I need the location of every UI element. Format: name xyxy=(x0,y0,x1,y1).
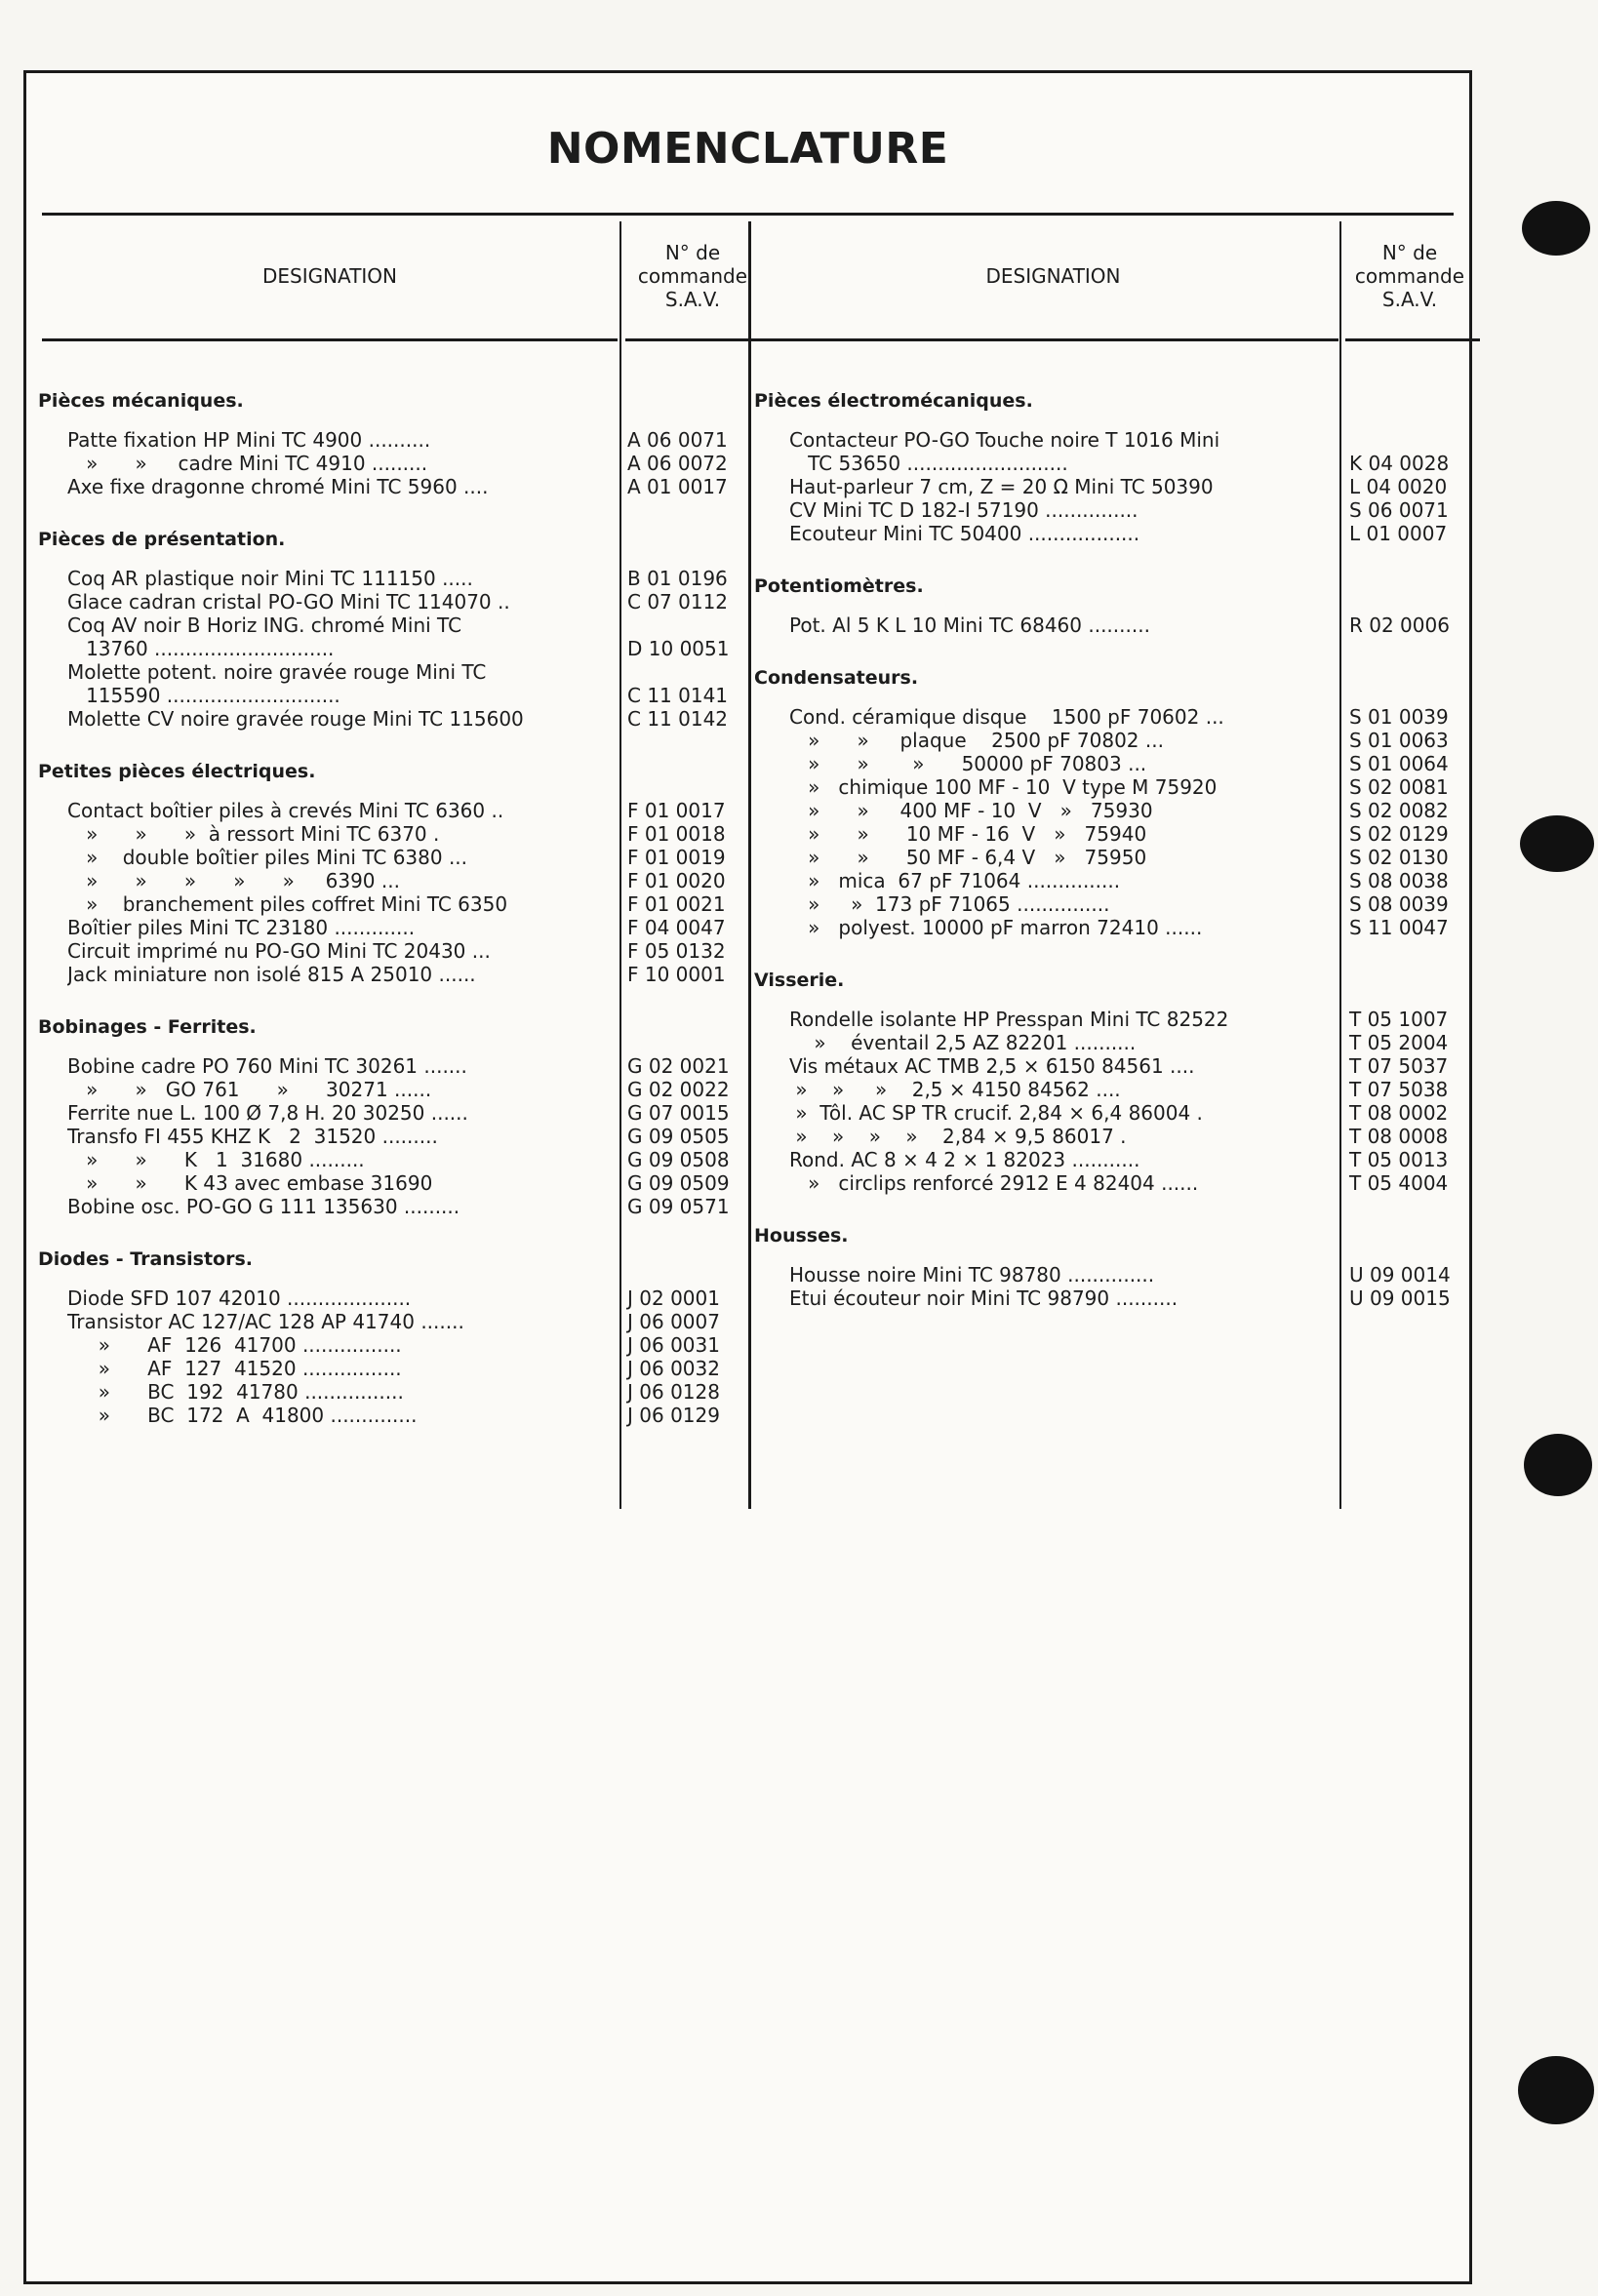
part-designation: Patte fixation HP Mini TC 4900 .......... xyxy=(67,428,431,452)
order-number: A 01 0017 xyxy=(627,475,728,498)
part-designation: Cond. céramique disque 1500 pF 70602 ... xyxy=(789,705,1224,729)
order-number: S 02 0082 xyxy=(1349,799,1449,822)
title-rule xyxy=(42,213,1454,216)
order-number: R 02 0006 xyxy=(1349,614,1450,637)
order-number: T 08 0002 xyxy=(1349,1101,1449,1125)
part-row xyxy=(38,1380,770,1404)
order-label-3: S.A.V. xyxy=(664,288,721,311)
header-rule xyxy=(42,338,618,341)
part-row xyxy=(38,1054,770,1078)
part-designation: » branchement piles coffret Mini TC 6350 xyxy=(67,892,508,916)
part-row xyxy=(754,1125,1476,1148)
section-title: Diodes - Transistors. xyxy=(38,1248,254,1270)
binder-hole-1 xyxy=(1522,201,1590,256)
part-row xyxy=(38,1101,770,1125)
order-number: F 01 0019 xyxy=(627,846,726,869)
order-number: G 02 0021 xyxy=(627,1054,730,1078)
part-designation: » AF 126 41700 ................ xyxy=(67,1333,402,1357)
left-designation-header xyxy=(42,264,618,288)
part-designation: Coq AR plastique noir Mini TC 111150 ..... xyxy=(67,567,473,590)
part-row xyxy=(38,939,770,963)
part-row xyxy=(754,1008,1476,1031)
part-row xyxy=(38,1404,770,1427)
section-title: Petites pièces électriques. xyxy=(38,761,316,782)
part-row xyxy=(38,567,770,590)
part-row xyxy=(38,590,770,614)
part-row xyxy=(754,1171,1476,1195)
part-designation: Ecouteur Mini TC 50400 .................. xyxy=(789,522,1140,545)
part-row xyxy=(38,963,770,986)
part-designation: » » 50 MF - 6,4 V » 75950 xyxy=(789,846,1147,869)
part-row xyxy=(38,1310,770,1333)
part-row xyxy=(38,846,770,869)
part-designation: » mica 67 pF 71064 ............... xyxy=(789,869,1121,892)
left-order-header xyxy=(619,241,766,311)
order-number: F 01 0018 xyxy=(627,822,726,846)
part-row xyxy=(754,822,1476,846)
section-entries xyxy=(754,428,1476,545)
header-rule xyxy=(1345,338,1480,341)
part-row xyxy=(754,1148,1476,1171)
part-row xyxy=(38,1357,770,1380)
order-number: S 08 0039 xyxy=(1349,892,1449,916)
section-title: Pièces de présentation. xyxy=(38,529,286,550)
part-row xyxy=(754,1054,1476,1078)
part-designation: » chimique 100 MF - 10 V type M 75920 xyxy=(789,775,1218,799)
order-number: D 10 0051 xyxy=(627,637,730,660)
section-title: Housses. xyxy=(754,1225,849,1247)
part-designation: Coq AV noir B Horiz ING. chromé Mini TC xyxy=(67,614,462,637)
part-row xyxy=(754,1263,1476,1287)
designation-label: DESIGNATION xyxy=(985,264,1121,288)
order-number: C 07 0112 xyxy=(627,590,729,614)
part-designation: » » cadre Mini TC 4910 ......... xyxy=(67,452,428,475)
part-row xyxy=(754,1101,1476,1125)
part-designation: » » K 1 31680 ......... xyxy=(67,1148,365,1171)
part-row xyxy=(754,1031,1476,1054)
section-entries xyxy=(754,705,1476,939)
part-row xyxy=(38,614,770,637)
part-row xyxy=(38,1171,770,1195)
designation-label: DESIGNATION xyxy=(261,264,398,288)
binder-hole-2 xyxy=(1520,815,1594,872)
order-number: K 04 0028 xyxy=(1349,452,1450,475)
section-entries xyxy=(38,1054,770,1218)
order-number: L 01 0007 xyxy=(1349,522,1448,545)
order-number: F 01 0020 xyxy=(627,869,726,892)
part-row xyxy=(38,475,770,498)
order-number: G 09 0505 xyxy=(627,1125,730,1148)
part-row xyxy=(754,916,1476,939)
part-designation: TC 53650 .......................... xyxy=(789,452,1068,475)
part-row xyxy=(754,775,1476,799)
order-number: J 02 0001 xyxy=(627,1287,720,1310)
order-number: T 05 4004 xyxy=(1349,1171,1449,1195)
order-number: A 06 0071 xyxy=(627,428,728,452)
part-designation: Contact boîtier piles à crevés Mini TC 6360 .. xyxy=(67,799,504,822)
part-row xyxy=(754,892,1476,916)
part-designation: » double boîtier piles Mini TC 6380 ... xyxy=(67,846,468,869)
section-entries xyxy=(38,567,770,731)
order-number: S 06 0071 xyxy=(1349,498,1449,522)
part-designation: » » GO 761 » 30271 ...... xyxy=(67,1078,432,1101)
part-row xyxy=(38,637,770,660)
order-number: F 01 0017 xyxy=(627,799,726,822)
binder-hole-4 xyxy=(1518,2056,1594,2124)
order-number: B 01 0196 xyxy=(627,567,728,590)
part-row xyxy=(38,428,770,452)
part-row xyxy=(38,684,770,707)
order-number: T 05 2004 xyxy=(1349,1031,1449,1054)
order-number: U 09 0014 xyxy=(1349,1263,1451,1287)
part-row xyxy=(38,1148,770,1171)
part-row xyxy=(38,1078,770,1101)
order-label-1: N° de xyxy=(664,241,721,264)
part-designation: » » » » 2,84 × 9,5 86017 . xyxy=(789,1125,1127,1148)
section-entries xyxy=(38,428,770,498)
order-number: J 06 0032 xyxy=(627,1357,720,1380)
part-designation: Haut-parleur 7 cm, Z = 20 Ω Mini TC 50390 xyxy=(789,475,1214,498)
section-title: Pièces électromécaniques. xyxy=(754,390,1033,412)
part-designation: Transfo FI 455 KHZ K 2 31520 ......... xyxy=(67,1125,438,1148)
binder-hole-3 xyxy=(1524,1434,1592,1496)
part-row xyxy=(38,452,770,475)
part-row xyxy=(38,869,770,892)
part-designation: » circlips renforcé 2912 E 4 82404 ...... xyxy=(789,1171,1199,1195)
part-row xyxy=(38,1125,770,1148)
part-designation: Ferrite nue L. 100 Ø 7,8 H. 20 30250 ...... xyxy=(67,1101,468,1125)
order-number: G 09 0571 xyxy=(627,1195,730,1218)
part-designation: Molette potent. noire gravée rouge Mini TC xyxy=(67,660,487,684)
section-title: Bobinages - Ferrites. xyxy=(38,1016,257,1038)
part-designation: » » 173 pF 71065 ............... xyxy=(789,892,1110,916)
order-number: F 10 0001 xyxy=(627,963,726,986)
part-designation: Molette CV noire gravée rouge Mini TC 115600 xyxy=(67,707,524,731)
part-row xyxy=(754,846,1476,869)
order-number: F 05 0132 xyxy=(627,939,726,963)
section-entries xyxy=(754,1263,1476,1310)
part-row xyxy=(754,452,1476,475)
part-designation: » BC 172 A 41800 .............. xyxy=(67,1404,418,1427)
order-label-2: commande xyxy=(1354,264,1465,288)
order-number: S 01 0039 xyxy=(1349,705,1449,729)
part-designation: Transistor AC 127/AC 128 AP 41740 ....... xyxy=(67,1310,464,1333)
section-title: Condensateurs. xyxy=(754,667,919,689)
order-number: S 11 0047 xyxy=(1349,916,1449,939)
order-label-1: N° de xyxy=(1381,241,1438,264)
order-number: U 09 0015 xyxy=(1349,1287,1451,1310)
part-designation: Rond. AC 8 × 4 2 × 1 82023 ........... xyxy=(789,1148,1140,1171)
part-designation: Diode SFD 107 42010 .................... xyxy=(67,1287,412,1310)
part-designation: » » » 50000 pF 70803 ... xyxy=(789,752,1147,775)
order-label-3: S.A.V. xyxy=(1381,288,1438,311)
section-entries xyxy=(754,1008,1476,1195)
document-frame xyxy=(23,70,1472,2284)
order-number: G 09 0509 xyxy=(627,1171,730,1195)
order-number: S 01 0064 xyxy=(1349,752,1449,775)
part-designation: » » plaque 2500 pF 70802 ... xyxy=(789,729,1164,752)
order-number: G 09 0508 xyxy=(627,1148,730,1171)
part-designation: Housse noire Mini TC 98780 .............. xyxy=(789,1263,1155,1287)
part-designation: » » » » » 6390 ... xyxy=(67,869,400,892)
part-designation: » » 10 MF - 16 V » 75940 xyxy=(789,822,1147,846)
part-designation: Bobine cadre PO 760 Mini TC 30261 ....... xyxy=(67,1054,467,1078)
order-number: T 05 1007 xyxy=(1349,1008,1449,1031)
part-designation: Contacteur PO-GO Touche noire T 1016 Mini xyxy=(789,428,1220,452)
order-number: S 08 0038 xyxy=(1349,869,1449,892)
right-order-header xyxy=(1341,241,1478,311)
part-designation: Vis métaux AC TMB 2,5 × 6150 84561 .... xyxy=(789,1054,1195,1078)
order-number: T 07 5038 xyxy=(1349,1078,1449,1101)
part-row xyxy=(38,1333,770,1357)
part-row xyxy=(754,1287,1476,1310)
part-designation: » » K 43 avec embase 31690 xyxy=(67,1171,433,1195)
part-row xyxy=(754,869,1476,892)
part-designation: » Tôl. AC SP TR crucif. 2,84 × 6,4 86004 . xyxy=(789,1101,1203,1125)
part-row xyxy=(754,729,1476,752)
part-designation: » polyest. 10000 pF marron 72410 ...... xyxy=(789,916,1203,939)
section-entries xyxy=(38,1287,770,1427)
part-designation: Rondelle isolante HP Presspan Mini TC 82522 xyxy=(789,1008,1229,1031)
header-rule xyxy=(625,338,762,341)
part-designation: » » 400 MF - 10 V » 75930 xyxy=(789,799,1153,822)
part-row xyxy=(754,799,1476,822)
header-rule xyxy=(753,338,1338,341)
part-row xyxy=(38,892,770,916)
order-number: F 04 0047 xyxy=(627,916,726,939)
section-entries xyxy=(38,799,770,986)
part-row xyxy=(754,614,1476,637)
part-row xyxy=(754,1078,1476,1101)
part-designation: Glace cadran cristal PO-GO Mini TC 114070 .. xyxy=(67,590,510,614)
part-designation: » » » à ressort Mini TC 6370 . xyxy=(67,822,440,846)
order-number: J 06 0129 xyxy=(627,1404,720,1427)
part-designation: » AF 127 41520 ................ xyxy=(67,1357,402,1380)
order-number: F 01 0021 xyxy=(627,892,726,916)
section-title: Potentiomètres. xyxy=(754,575,924,597)
order-number: S 02 0130 xyxy=(1349,846,1449,869)
part-row xyxy=(754,428,1476,452)
part-row xyxy=(38,916,770,939)
section-title: Visserie. xyxy=(754,970,845,991)
part-designation: Circuit imprimé nu PO-GO Mini TC 20430 ... xyxy=(67,939,491,963)
part-designation: Etui écouteur noir Mini TC 98790 .......... xyxy=(789,1287,1179,1310)
part-designation: » éventail 2,5 AZ 82201 .......... xyxy=(789,1031,1137,1054)
part-row xyxy=(38,707,770,731)
order-number: T 08 0008 xyxy=(1349,1125,1449,1148)
order-number: T 05 0013 xyxy=(1349,1148,1449,1171)
order-number: C 11 0142 xyxy=(627,707,729,731)
part-row xyxy=(754,475,1476,498)
part-designation: Pot. Al 5 K L 10 Mini TC 68460 .......... xyxy=(789,614,1150,637)
part-designation: Bobine osc. PO-GO G 111 135630 ......... xyxy=(67,1195,460,1218)
order-number: S 02 0081 xyxy=(1349,775,1449,799)
right-designation-header xyxy=(768,264,1338,288)
part-designation: 13760 ............................. xyxy=(67,637,335,660)
order-number: S 01 0063 xyxy=(1349,729,1449,752)
part-row xyxy=(754,752,1476,775)
section-title: Pièces mécaniques. xyxy=(38,390,244,412)
part-designation: Jack miniature non isolé 815 A 25010 ...... xyxy=(67,963,476,986)
part-designation: CV Mini TC D 182-I 57190 ............... xyxy=(789,498,1139,522)
order-number: G 07 0015 xyxy=(627,1101,730,1125)
part-row xyxy=(754,522,1476,545)
order-number: S 02 0129 xyxy=(1349,822,1449,846)
part-row xyxy=(38,799,770,822)
page-title: NOMENCLATURE xyxy=(546,124,949,174)
part-designation: » » » 2,5 × 4150 84562 .... xyxy=(789,1078,1121,1101)
order-number: J 06 0031 xyxy=(627,1333,720,1357)
part-row xyxy=(38,660,770,684)
part-row xyxy=(38,822,770,846)
order-number: J 06 0128 xyxy=(627,1380,720,1404)
order-number: G 02 0022 xyxy=(627,1078,730,1101)
part-designation: Boîtier piles Mini TC 23180 ............. xyxy=(67,916,416,939)
order-number: T 07 5037 xyxy=(1349,1054,1449,1078)
part-designation: » BC 192 41780 ................ xyxy=(67,1380,404,1404)
part-row xyxy=(38,1287,770,1310)
order-number: L 04 0020 xyxy=(1349,475,1448,498)
part-designation: 115590 ............................ xyxy=(67,684,340,707)
part-designation: Axe fixe dragonne chromé Mini TC 5960 .... xyxy=(67,475,489,498)
order-number: C 11 0141 xyxy=(627,684,729,707)
part-row xyxy=(38,1195,770,1218)
right-parts-list xyxy=(754,389,1476,1310)
section-entries xyxy=(754,614,1476,637)
left-parts-list xyxy=(38,389,770,1427)
part-row xyxy=(754,498,1476,522)
order-number: A 06 0072 xyxy=(627,452,728,475)
order-label-2: commande xyxy=(637,264,748,288)
order-number: J 06 0007 xyxy=(627,1310,720,1333)
part-row xyxy=(754,705,1476,729)
